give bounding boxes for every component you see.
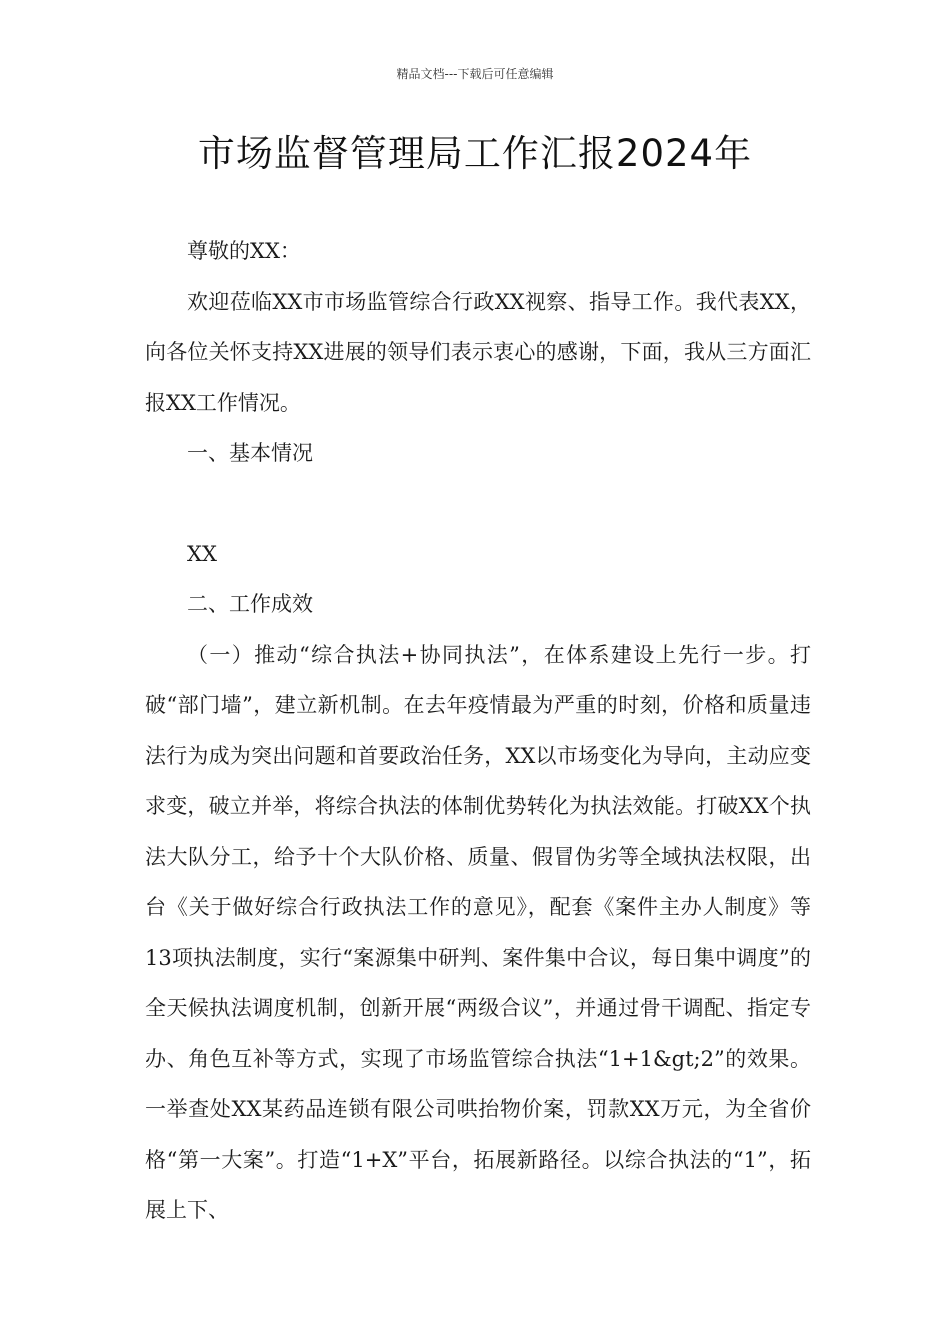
document-title: 市场监督管理局工作汇报2024年 — [197, 132, 753, 175]
section-2-heading: 二、工作成效 — [187, 592, 313, 616]
document-body — [145, 226, 811, 1236]
spacer — [145, 479, 811, 529]
salutation: 尊敬的XX： — [187, 239, 301, 263]
intro-paragraph: 欢迎莅临XX市市场监管综合行政XX视察、指导工作。我代表XX，向各位关怀支持XX进展的领导们表示衷心的感谢，下面，我从三方面汇报XX工作情况。 — [145, 289, 811, 415]
section-1-heading: 一、基本情况 — [187, 441, 313, 465]
page-header-note: 精品文档---下载后可任意编辑 — [396, 67, 554, 81]
section-2-paragraph: （一）推动“综合执法+协同执法”，在体系建设上先行一步。打破“部门墙”，建立新机制。在去年疫情最为严重的时刻，价格和质量违法行为成为突出问题和首要政治任务，XX以市场变化为导向，主动应变求变，破立并举，将综合执法的体制优势转化为执法效能。打破XX个执法大队分工，给予十个大队价格、质量、假冒伪劣等全域执法权限，出台《关于做好综合行政执法工作的意见》，配套《案件主办人制度》等13项执法制度，实行“案源集中研判、案件集中合议，每日集中调度”的全天候执法调度机制，创新开展“两级合议”，并通过骨干调配、指定专办、角色互补等方式，实现了市场监管综合执法“1+1&gt;2”的效果。一举查处XX某药品连锁有限公司哄抬物价案，罚款XX万元，为全省价格“第一大案”。打造“1+X”平台，拓展新路径。以综合执法的“1”，拓展上下、 — [145, 642, 811, 1222]
section-1-body: XX — [187, 541, 217, 566]
